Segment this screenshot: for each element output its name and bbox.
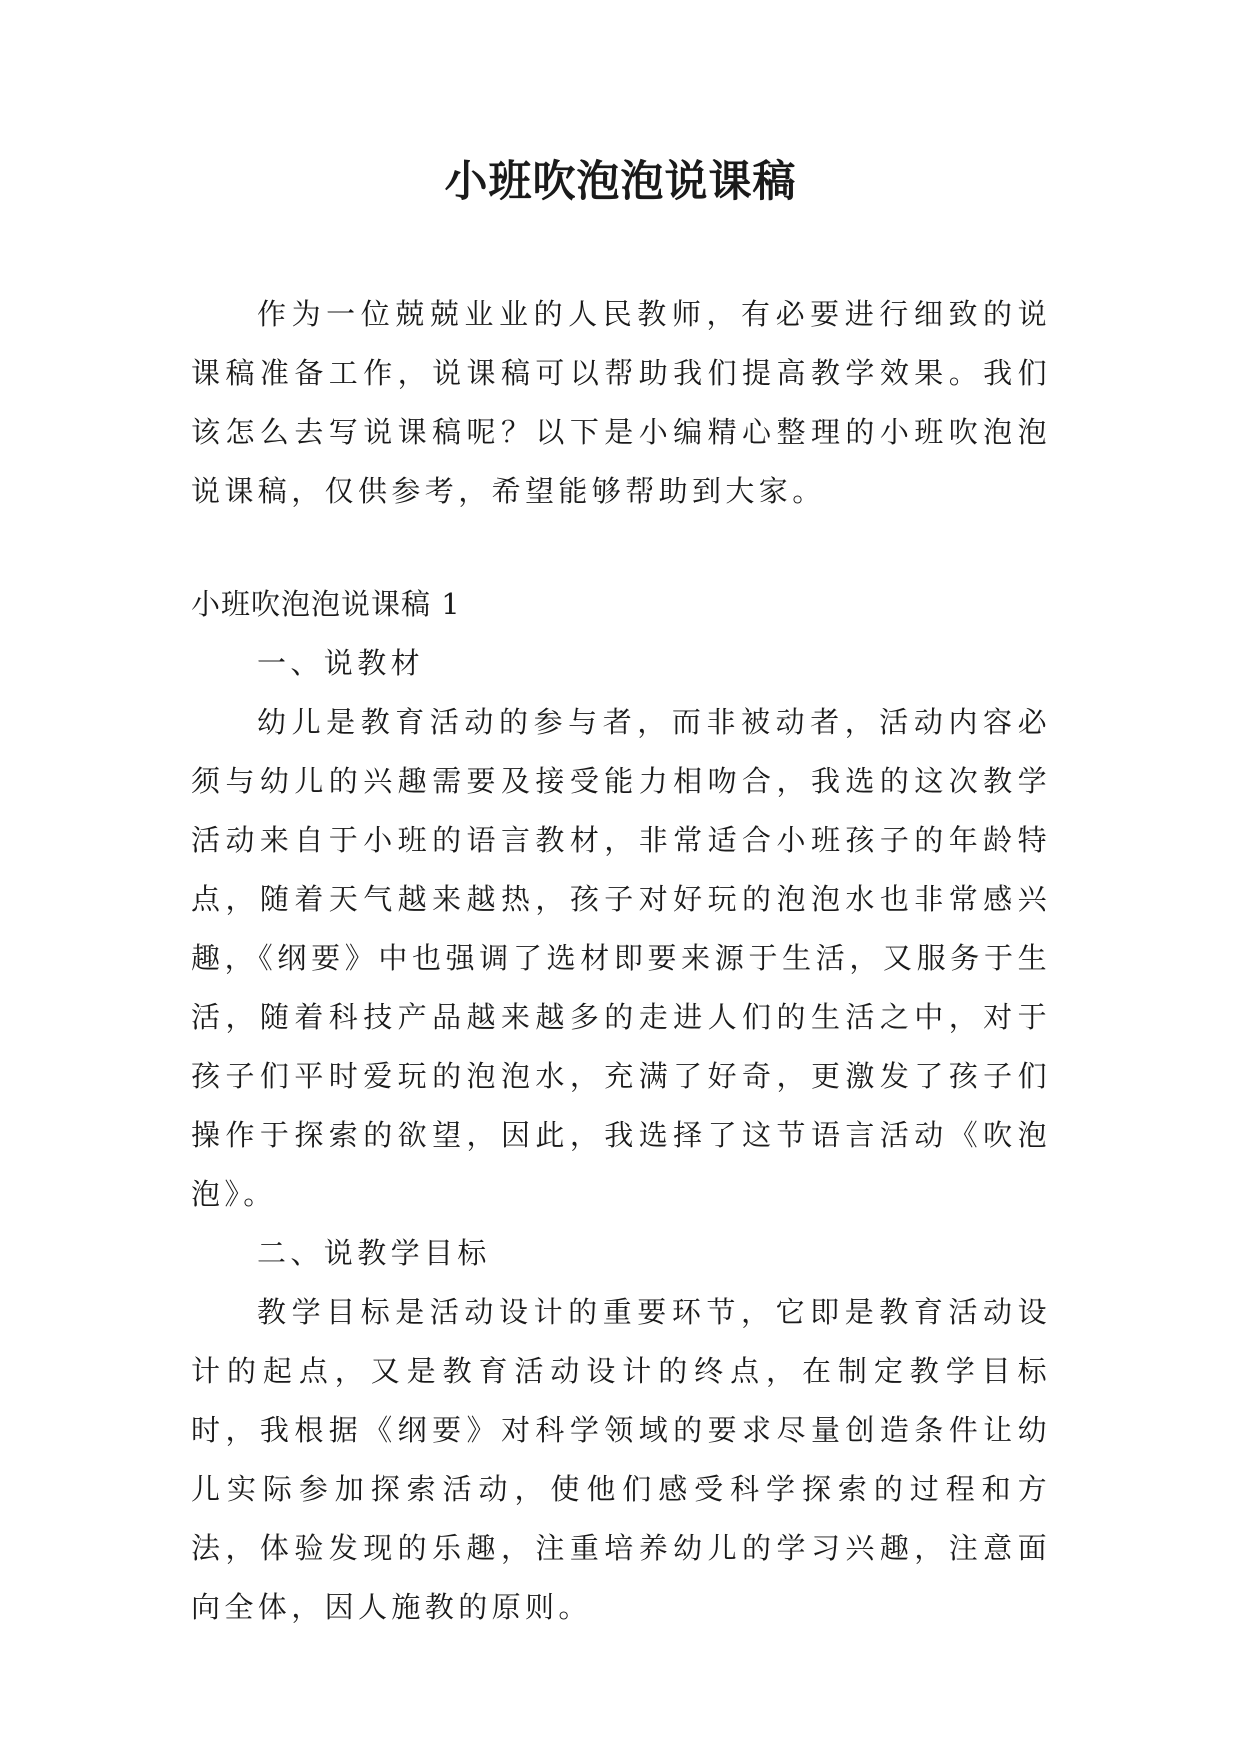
section-heading: 小班吹泡泡说课稿 1: [191, 587, 461, 621]
heading-teaching-goals: 二、说教学目标: [257, 1236, 491, 1270]
section-content: [191, 634, 1051, 1637]
paragraph-textbook: 幼儿是教育活动的参与者，而非被动者，活动内容必须与幼儿的兴趣需要及接受能力相吻合，我选的这次教学活动来自于小班的语言教材，非常适合小班孩子的年龄特点，随着天气越来越热，孩子对好玩的泡泡水也非常感兴趣，《纲要》中也强调了选材即要来源于生活，又服务于生活，随着科技产品越来越多的走进人们的生活之中，对于孩子们平时爱玩的泡泡水，充满了好奇，更激发了孩子们操作于探索的欲望，因此，我选择了这节语言活动《吹泡泡》。: [191, 705, 1051, 1211]
intro-paragraph: 作为一位兢兢业业的人民教师，有必要进行细致的说课稿准备工作，说课稿可以帮助我们提高教学效果。我们该怎么去写说课稿呢？以下是小编精心整理的小班吹泡泡说课稿，仅供参考，希望能够帮助到大家。: [191, 297, 1051, 508]
heading-textbook: 一、说教材: [257, 646, 425, 680]
document-title: 小班吹泡泡说课稿: [444, 157, 797, 207]
paragraph-teaching-goals: 教学目标是活动设计的重要环节，它即是教育活动设计的起点，又是教育活动设计的终点，在制定教学目标时，我根据《纲要》对科学领域的要求尽量创造条件让幼儿实际参加探索活动，使他们感受科学探索的过程和方法，体验发现的乐趣，注重培养幼儿的学习兴趣，注意面向全体，因人施教的原则。: [191, 1295, 1051, 1624]
